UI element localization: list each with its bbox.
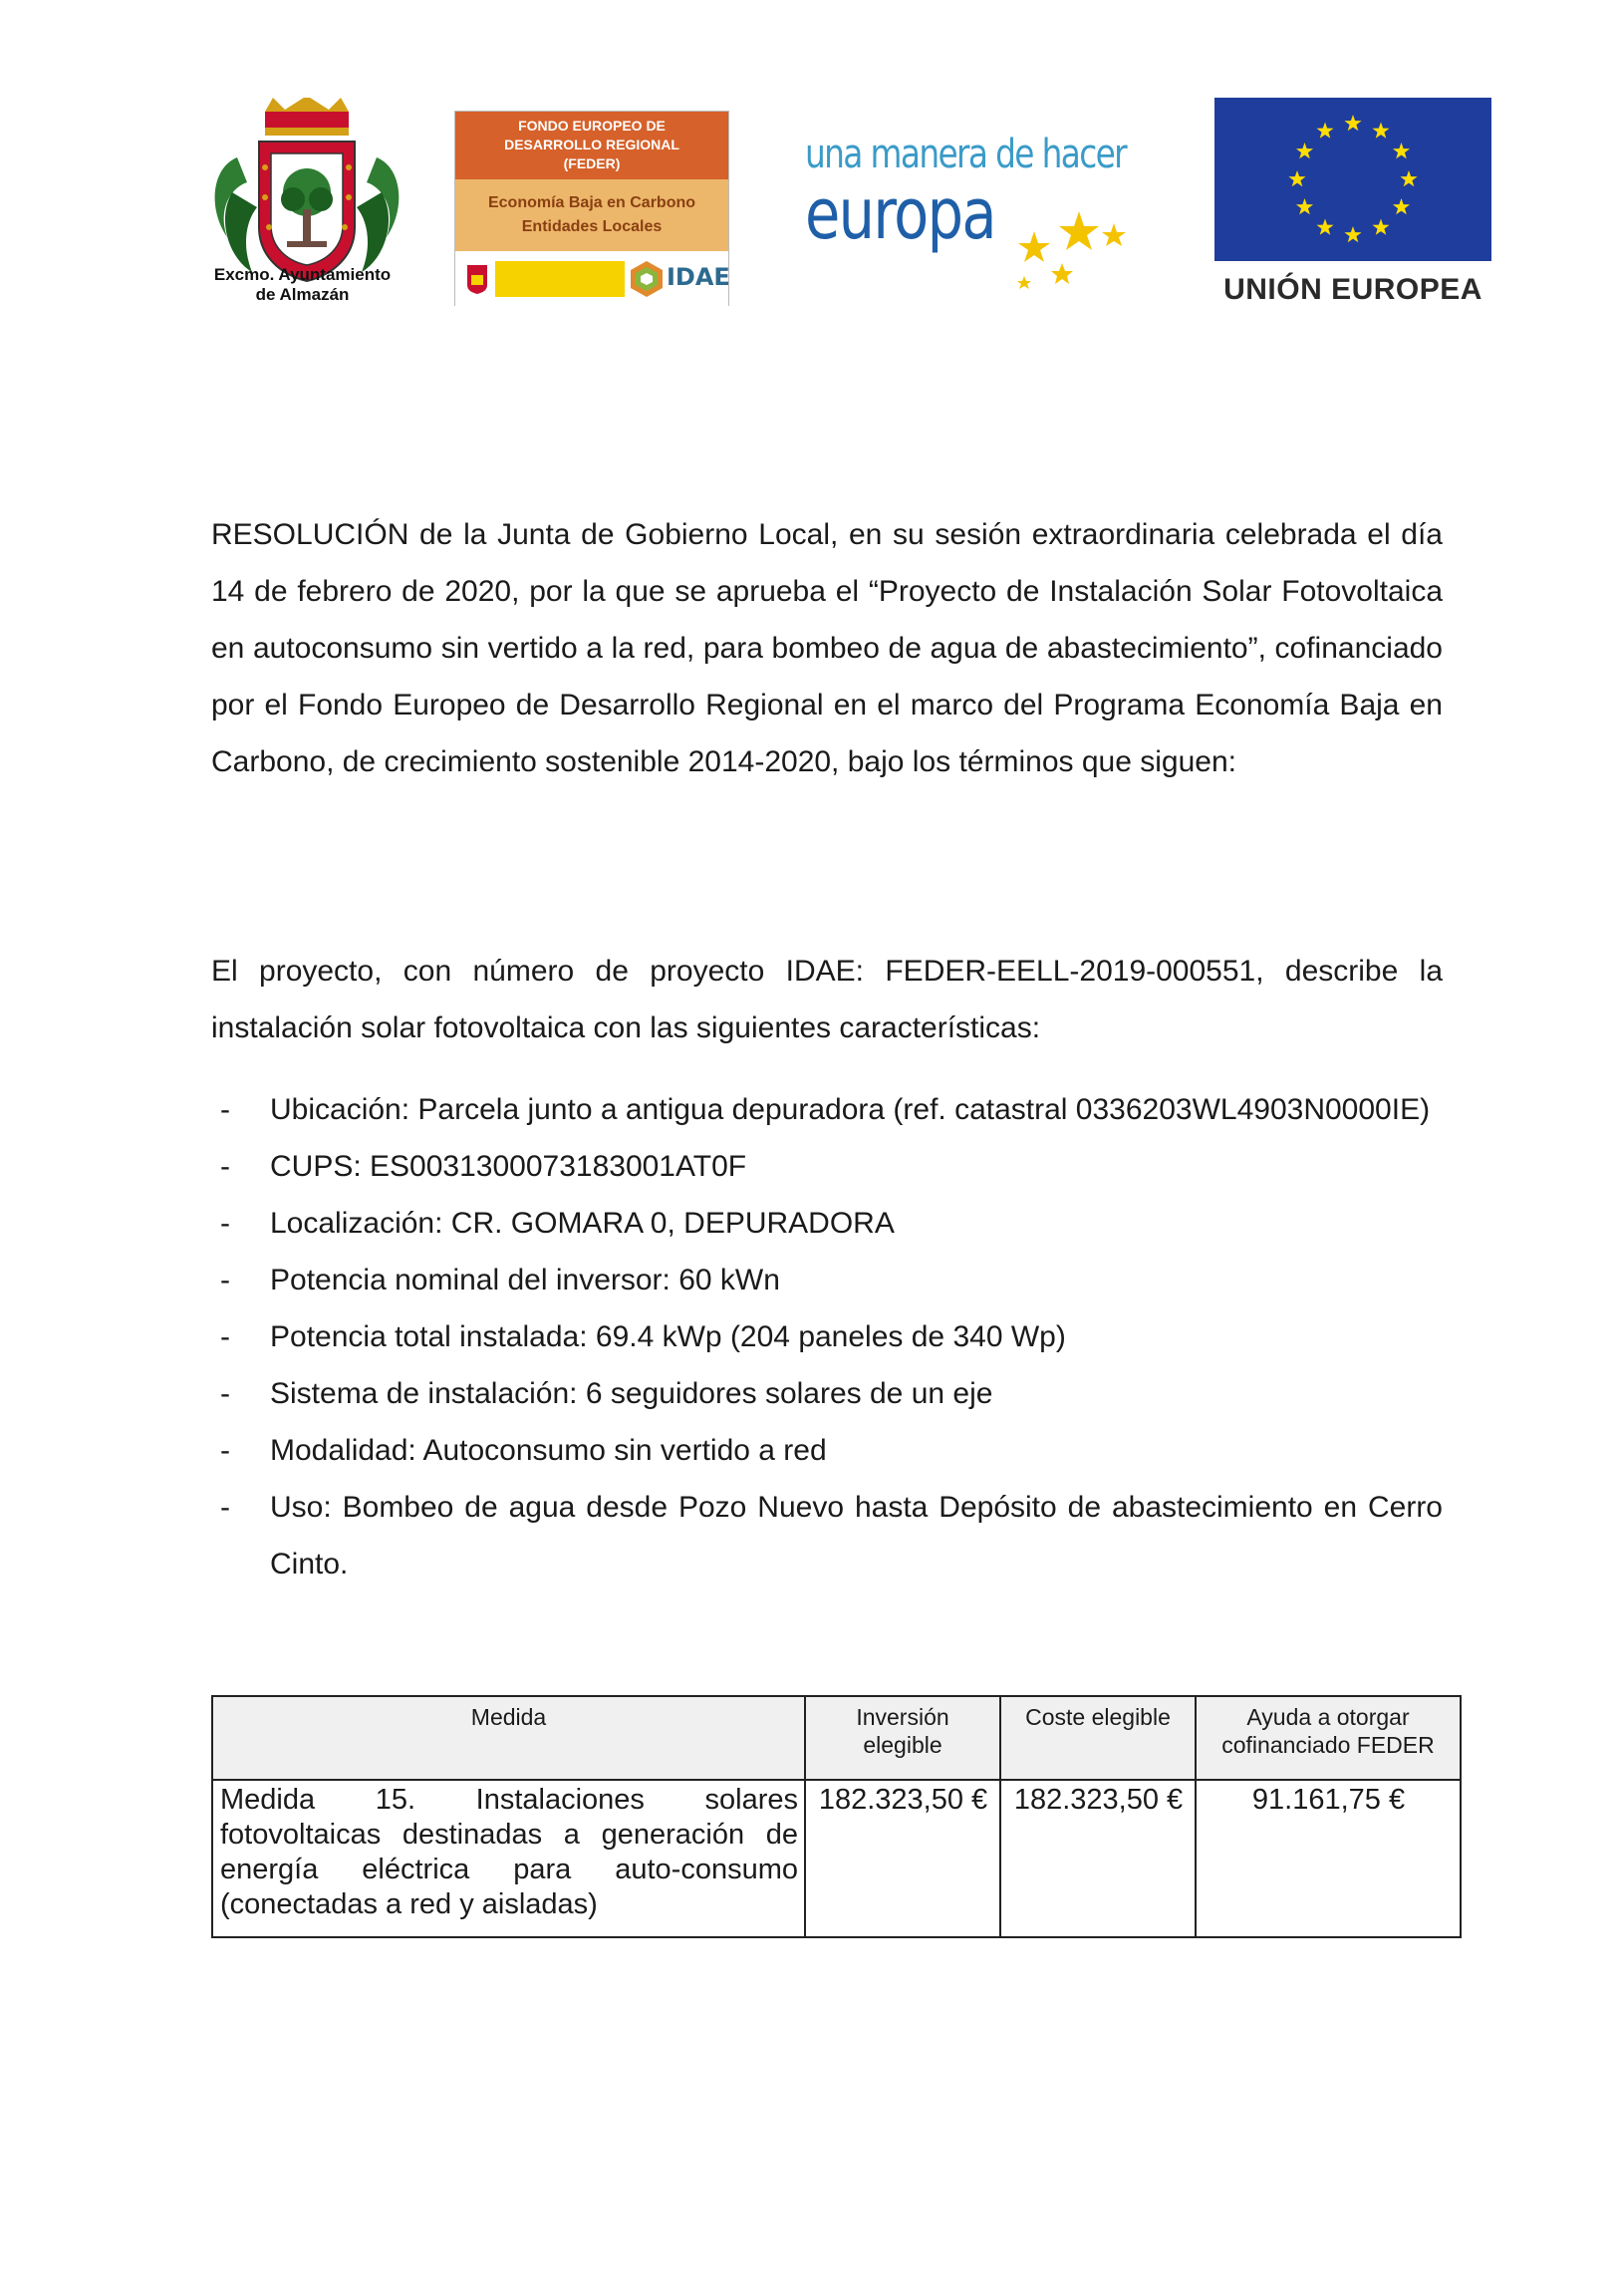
list-item-text: Localización: CR. GOMARA 0, DEPURADORA bbox=[270, 1207, 895, 1240]
header-investment-line2: elegible bbox=[863, 1732, 942, 1758]
list-dash: - bbox=[220, 1207, 230, 1240]
header-eligible-cost: Coste elegible bbox=[1000, 1696, 1196, 1780]
header-aid-line2: cofinanciado FEDER bbox=[1221, 1732, 1435, 1758]
idae-hexagon-icon bbox=[627, 259, 667, 299]
list-item-modality bbox=[211, 1422, 1443, 1479]
resolution-text: RESOLUCIÓN de la Junta de Gobierno Local, en su sesión extraordinaria celebrada el día 14 de febrero de 2020, por la que se aprueba el “Proyecto de Instalación Solar Fotovoltaica en autoconsumo sin vertido a la red, para bombeo de agua de abastecimiento”, cofinanciado por el Fondo Europeo de Desarrollo Regional en el marco del Programa Economía Baja en Carbono, de crecimiento sostenible 2014-2020, bajo los términos que siguen: bbox=[211, 518, 1443, 778]
characteristics-list bbox=[211, 1081, 1443, 1592]
list-item-text: Potencia nominal del inversor: 60 kWn bbox=[270, 1264, 780, 1296]
measure-line2: fotovoltaicas destinadas a generación de bbox=[220, 1819, 798, 1851]
slogan-line1: una manera de hacer bbox=[805, 132, 1126, 177]
feder-title-line3: (FEDER) bbox=[563, 155, 621, 171]
list-item-text: Ubicación: Parcela junto a antigua depuradora (ref. catastral 0336203WL4903N0000IE) bbox=[270, 1093, 1431, 1126]
list-item-text: Modalidad: Autoconsumo sin vertido a red bbox=[270, 1434, 827, 1467]
feder-program-line1: Economía Baja en Carbono bbox=[487, 194, 696, 211]
european-union-logo bbox=[1214, 98, 1491, 313]
feder-title-line2: DESARROLLO REGIONAL bbox=[504, 137, 679, 152]
list-item-cups bbox=[211, 1138, 1443, 1195]
feder-program-block bbox=[455, 179, 728, 251]
spain-coat-of-arms-icon bbox=[463, 263, 491, 295]
header-investment bbox=[805, 1696, 1000, 1780]
header-aid-line1: Ayuda a otorgar bbox=[1246, 1704, 1410, 1730]
header-aid bbox=[1196, 1696, 1461, 1780]
list-item-text: Potencia total instalada: 69.4 kWp (204 paneles de 340 Wp) bbox=[270, 1320, 1066, 1353]
funding-table bbox=[211, 1695, 1462, 1938]
feder-low-carbon-logo bbox=[454, 111, 729, 306]
list-dash: - bbox=[220, 1377, 230, 1410]
eu-flag-icon bbox=[1214, 98, 1491, 261]
list-dash: - bbox=[220, 1320, 230, 1353]
list-item-text: Sistema de instalación: 6 seguidores solares de un eje bbox=[270, 1377, 993, 1410]
list-dash: - bbox=[220, 1491, 230, 1524]
municipality-caption bbox=[195, 265, 409, 305]
list-dash: - bbox=[220, 1150, 230, 1183]
eu-caption: UNIÓN EUROPEA bbox=[1223, 273, 1482, 306]
municipality-caption-line2: de Almazán bbox=[255, 285, 350, 304]
feder-title-line1: FONDO EUROPEO DE bbox=[518, 118, 666, 134]
una-manera-de-hacer-europa-logo bbox=[805, 132, 1144, 311]
list-item-text: CUPS: ES0031300073183001AT0F bbox=[270, 1150, 747, 1183]
measure-line3: energía eléctrica para auto-consumo bbox=[220, 1854, 798, 1885]
cell-measure bbox=[212, 1780, 805, 1937]
project-paragraph bbox=[211, 943, 1443, 1056]
resolution-paragraph bbox=[211, 506, 1443, 790]
yellow-stars-icon bbox=[1004, 201, 1134, 301]
list-item-installed-power bbox=[211, 1308, 1443, 1365]
header-investment-line1: Inversión bbox=[856, 1704, 949, 1730]
cell-investment: 182.323,50 € bbox=[805, 1780, 1000, 1937]
municipality-caption-line1: Excmo. Ayuntamiento bbox=[213, 265, 392, 284]
list-item-installation-system bbox=[211, 1365, 1443, 1422]
feder-sponsors-strip bbox=[455, 251, 728, 307]
cell-eligible-cost: 182.323,50 € bbox=[1000, 1780, 1196, 1937]
project-text: El proyecto, con número de proyecto IDAE: FEDER-EELL-2019-000551, describe la instalación solar fotovoltaica con las siguientes características: bbox=[211, 955, 1443, 1044]
list-item-text: Uso: Bombeo de agua desde Pozo Nuevo hasta Depósito de abastecimiento en Cerro Cinto. bbox=[270, 1491, 1443, 1580]
idae-label: IDAE bbox=[667, 263, 730, 291]
list-dash: - bbox=[220, 1093, 230, 1126]
list-item-inverter-power bbox=[211, 1252, 1443, 1308]
list-item-address bbox=[211, 1195, 1443, 1252]
feder-program-line2: Entidades Locales bbox=[521, 218, 663, 235]
header-measure: Medida bbox=[212, 1696, 805, 1780]
list-item-location bbox=[211, 1081, 1443, 1138]
slogan-line2: europa bbox=[805, 173, 995, 255]
ministry-banner bbox=[495, 261, 625, 297]
cell-aid: 91.161,75 € bbox=[1196, 1780, 1461, 1937]
list-item-use bbox=[211, 1479, 1443, 1592]
list-dash: - bbox=[220, 1264, 230, 1296]
table-row bbox=[212, 1780, 1461, 1937]
list-dash: - bbox=[220, 1434, 230, 1467]
feder-title-block bbox=[455, 112, 728, 179]
table-header-row bbox=[212, 1696, 1461, 1780]
measure-line1: Medida 15. Instalaciones solares bbox=[220, 1784, 798, 1816]
measure-line4: (conectadas a red y aisladas) bbox=[220, 1888, 598, 1920]
